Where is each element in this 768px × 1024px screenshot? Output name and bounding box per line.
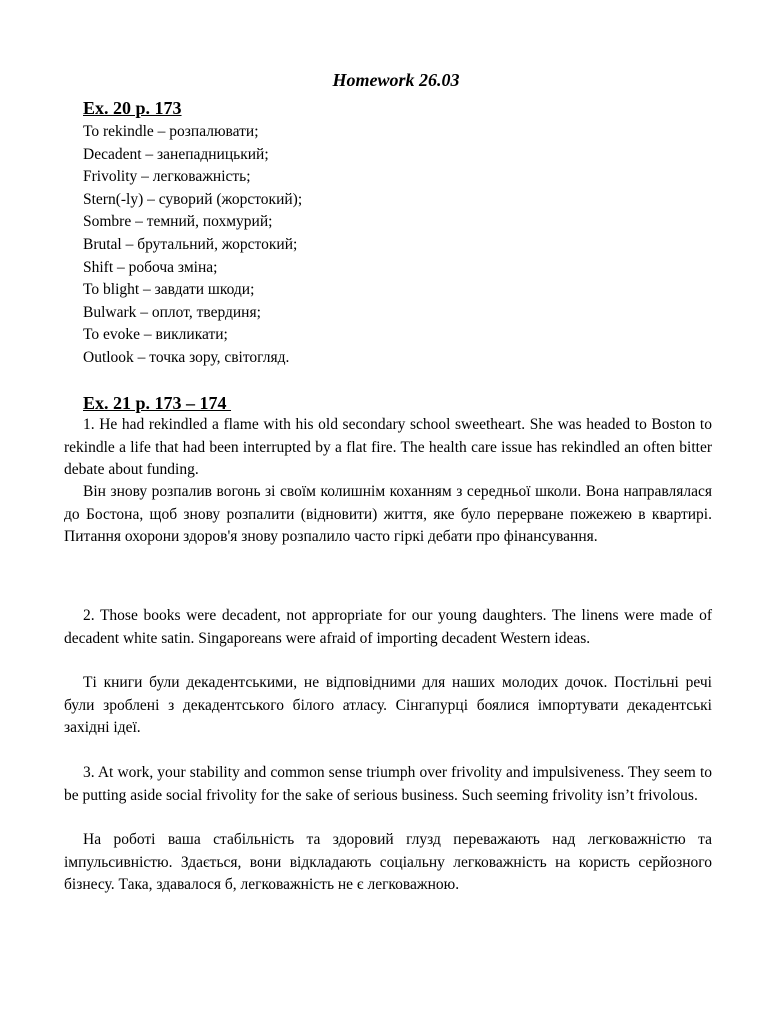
exercise-21-item-2-english: 2. Those books were decadent, not appropriate for our young daughters. The linens were made of decadent white satin. Singaporeans were afraid of importing decadent Western ideas. <box>64 607 712 647</box>
exercise-21-item-3-english: 3. At work, your stability and common sense triumph over frivolity and impulsiveness. They seem to be putting aside social frivolity for the sake of serious business. Such seeming frivolity isn’t frivolous. <box>64 764 712 804</box>
page-title: Homework 26.03 <box>332 70 460 90</box>
vocabulary-list <box>83 121 302 370</box>
vocabulary-item: Outlook – точка зору, світогляд. <box>83 348 290 366</box>
exercise-21-item-2-ukrainian: Ті книги були декадентськими, не відповідними для наших молодих дочок. Постільні речі були зроблені з декадентського білого атласу. Сінгапурці боялися імпортувати декадентські західні ідеї. <box>64 674 712 736</box>
vocabulary-item: Shift – робоча зміна; <box>83 258 218 276</box>
vocabulary-item: Sombre – темний, похмурий; <box>83 213 273 231</box>
vocabulary-item: To evoke – викликати; <box>83 326 228 344</box>
vocabulary-item: Bulwark – оплот, твердиня; <box>83 303 261 321</box>
exercise-21-heading: Ex. 21 p. 173 – 174 <box>83 393 232 413</box>
exercise-21-item-3-ukrainian: На роботі ваша стабільність та здоровий глузд переважають над легковажністю та імпульсивністю. Здається, вони відкладають соціальну легковажність на користь серйозного бізнесу. Така, здавалося б, легковажність не є легковажною. <box>64 831 712 893</box>
vocabulary-item: Decadent – занепадницький; <box>83 145 269 163</box>
exercise-20-heading: Ex. 20 p. 173 <box>83 98 182 118</box>
vocabulary-item: To rekindle – розпалювати; <box>83 123 259 140</box>
vocabulary-item: To blight – завдати шкоди; <box>83 281 255 299</box>
vocabulary-item: Stern(-ly) – суворий (жорстокий); <box>83 190 303 208</box>
exercise-21-item-1-english: 1. He had rekindled a flame with his old secondary school sweetheart. She was headed to Boston to rekindle a life that had been interrupted by a flat fire. The health care issue has rekindled an often bitter debate about funding. <box>64 416 712 478</box>
exercise-21-item-1-ukrainian: Він знову розпалив вогонь зі своїм колишнім коханням з середньої школи. Вона направлялася до Бостона, щоб знову розпалити (відновити) життя, яке було перерване пожежею в квартирі. Питання охорони здоров'я знову розпалило часто гіркі дебати про фінансування. <box>64 483 712 545</box>
vocabulary-item: Frivolity – легковажність; <box>83 168 251 186</box>
vocabulary-item: Brutal – брутальний, жорстокий; <box>83 235 298 253</box>
